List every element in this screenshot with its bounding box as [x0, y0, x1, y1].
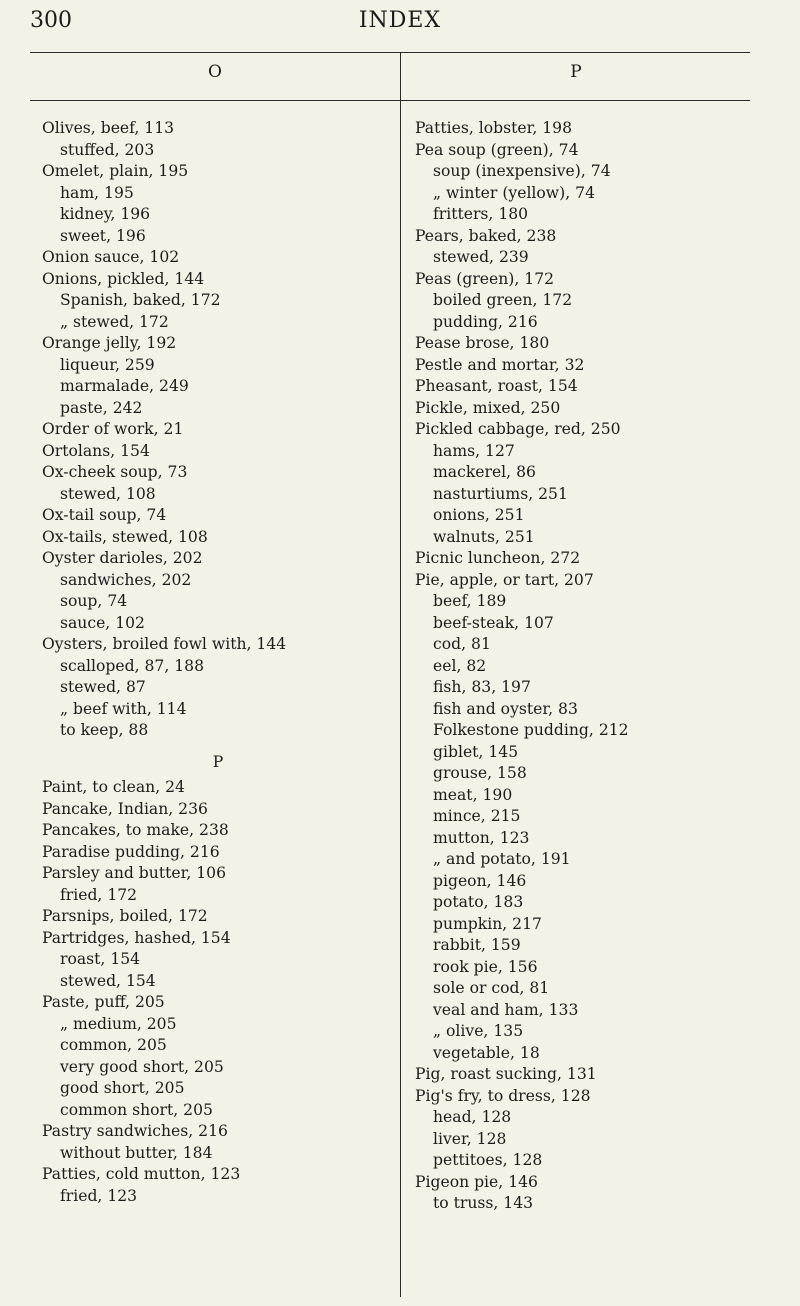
index-entry: Order of work, 21	[42, 420, 184, 438]
index-entry: Patties, cold mutton, 123	[42, 1165, 241, 1183]
index-entry: Folkestone pudding, 212	[433, 721, 629, 739]
index-entry: giblet, 145	[433, 742, 519, 761]
index-entry: stuffed, 203	[60, 140, 155, 159]
index-entry: beef-steak, 107	[433, 613, 554, 632]
index-entry: fritters, 180	[433, 205, 529, 223]
index-entry: Parsley and butter, 106	[42, 864, 227, 882]
index-entry: rabbit, 159	[433, 936, 521, 954]
index-entry: Peas (green), 172	[415, 269, 555, 288]
index-entry: fried, 123	[60, 1186, 138, 1205]
index-entry: Pickle, mixed, 250	[415, 398, 561, 417]
index-entry: boiled green, 172	[433, 291, 573, 309]
index-entry: Ortolans, 154	[42, 441, 150, 460]
index-entry: sauce, 102	[60, 613, 145, 632]
index-entry: Pastry sandwiches, 216	[42, 1122, 228, 1140]
index-entry: ham, 195	[60, 183, 134, 202]
index-entry: Onions, pickled, 144	[42, 269, 205, 288]
index-entry: roast, 154	[60, 950, 141, 968]
index-entry: Pickled cabbage, red, 250	[415, 420, 621, 438]
index-entry: Patties, lobster, 198	[415, 119, 573, 137]
top-rule	[30, 52, 750, 53]
index-entry: scalloped, 87, 188	[60, 656, 205, 675]
index-entry: Oysters, broiled fowl with, 144	[42, 635, 287, 653]
index-entry: sweet, 196	[60, 226, 146, 245]
index-entry: liqueur, 259	[60, 355, 155, 374]
index-entry: good short, 205	[60, 1079, 185, 1097]
index-entry: Omelet, plain, 195	[42, 162, 189, 180]
index-entry: Pig, roast sucking, 131	[415, 1065, 597, 1083]
index-entry: stewed, 239	[433, 248, 529, 266]
index-entry: Picnic luncheon, 272	[415, 549, 581, 567]
column-heading-right: P	[570, 62, 582, 82]
index-entry: beef, 189	[433, 592, 507, 610]
index-entry: Spanish, baked, 172	[60, 291, 221, 309]
index-entry: stewed, 108	[60, 484, 156, 503]
index-entry: Pestle and mortar, 32	[415, 355, 585, 374]
index-entry: common, 205	[60, 1036, 167, 1054]
index-entry: stewed, 154	[60, 971, 156, 990]
right-index-column	[415, 118, 755, 1215]
index-entry: nasturtiums, 251	[433, 484, 568, 503]
index-entry: kidney, 196	[60, 205, 151, 223]
index-entry: pettitoes, 128	[433, 1151, 543, 1169]
index-entry: Paste, puff, 205	[42, 993, 165, 1011]
index-entry: Olives, beef, 113	[42, 119, 175, 137]
index-entry: „ medium, 205	[60, 1014, 177, 1033]
index-entry: stewed, 87	[60, 678, 146, 696]
index-entry: grouse, 158	[433, 764, 527, 782]
index-entry: cod, 81	[433, 635, 491, 653]
index-entry: sole or cod, 81	[433, 979, 550, 997]
index-entry: „ stewed, 172	[60, 312, 169, 331]
index-entry: fried, 172	[60, 885, 138, 904]
index-entry: fish, 83, 197	[433, 678, 531, 696]
index-entry: Pancake, Indian, 236	[42, 799, 208, 818]
index-entry: Pigeon pie, 146	[415, 1172, 538, 1191]
page-number: 300	[30, 8, 72, 33]
index-entry: vegetable, 18	[433, 1043, 540, 1062]
index-entry: Pheasant, roast, 154	[415, 377, 578, 395]
index-entry: „ olive, 135	[433, 1022, 524, 1040]
running-head: INDEX	[358, 8, 442, 33]
index-entry: marmalade, 249	[60, 377, 189, 395]
index-entry: Pig's fry, to dress, 128	[415, 1086, 591, 1105]
column-heading-left: O	[208, 62, 222, 82]
index-entry: Paint, to clean, 24	[42, 778, 185, 796]
index-entry: Pancakes, to make, 238	[42, 821, 229, 839]
index-entry: fish and oyster, 83	[433, 699, 578, 718]
index-entry: rook pie, 156	[433, 957, 538, 976]
heading-rule	[30, 100, 750, 101]
index-entry: meat, 190	[433, 785, 513, 804]
index-entry: common short, 205	[60, 1100, 213, 1119]
index-entry: pigeon, 146	[433, 871, 527, 890]
index-entry: pudding, 216	[433, 312, 538, 331]
index-entry: Parsnips, boiled, 172	[42, 907, 208, 925]
index-entry: Partridges, hashed, 154	[42, 928, 231, 947]
index-entry: Orange jelly, 192	[42, 334, 177, 352]
index-entry: Oyster darioles, 202	[42, 549, 203, 567]
index-entry: Pears, baked, 238	[415, 226, 557, 245]
index-entry: to keep, 88	[60, 721, 149, 739]
index-entry: hams, 127	[433, 441, 515, 460]
index-entry: onions, 251	[433, 506, 525, 524]
index-entry: eel, 82	[433, 656, 487, 675]
index-entry: Paradise pudding, 216	[42, 842, 220, 861]
index-entry: mackerel, 86	[433, 463, 536, 481]
index-entry: Ox-cheek soup, 73	[42, 463, 188, 481]
column-divider	[400, 52, 401, 1297]
index-entry: sandwiches, 202	[60, 570, 192, 589]
index-entry: without butter, 184	[60, 1143, 213, 1162]
index-entry: to truss, 143	[433, 1194, 534, 1212]
index-entry: soup (inexpensive), 74	[433, 162, 611, 180]
index-entry: pumpkin, 217	[433, 914, 542, 933]
section-letter: P	[212, 752, 224, 771]
index-entry: Pie, apple, or tart, 207	[415, 570, 594, 589]
index-entry: paste, 242	[60, 398, 143, 417]
index-entry: walnuts, 251	[433, 527, 535, 546]
index-entry: very good short, 205	[60, 1057, 224, 1076]
index-entry: Pease brose, 180	[415, 334, 550, 352]
index-entry: Ox-tails, stewed, 108	[42, 527, 208, 546]
index-entry: „ beef with, 114	[60, 699, 187, 718]
index-entry: potato, 183	[433, 893, 524, 911]
index-entry: head, 128	[433, 1108, 512, 1126]
index-entry: Onion sauce, 102	[42, 248, 180, 266]
index-entry: „ and potato, 191	[433, 850, 571, 868]
index-entry: „ winter (yellow), 74	[433, 183, 595, 202]
index-entry: liver, 128	[433, 1129, 507, 1148]
left-index-column	[42, 118, 394, 1207]
index-entry: Pea soup (green), 74	[415, 140, 579, 159]
index-entry: mutton, 123	[433, 828, 530, 847]
index-entry: soup, 74	[60, 592, 128, 610]
index-entry: Ox-tail soup, 74	[42, 506, 167, 524]
index-entry: veal and ham, 133	[433, 1000, 579, 1019]
index-entry: mince, 215	[433, 807, 521, 825]
